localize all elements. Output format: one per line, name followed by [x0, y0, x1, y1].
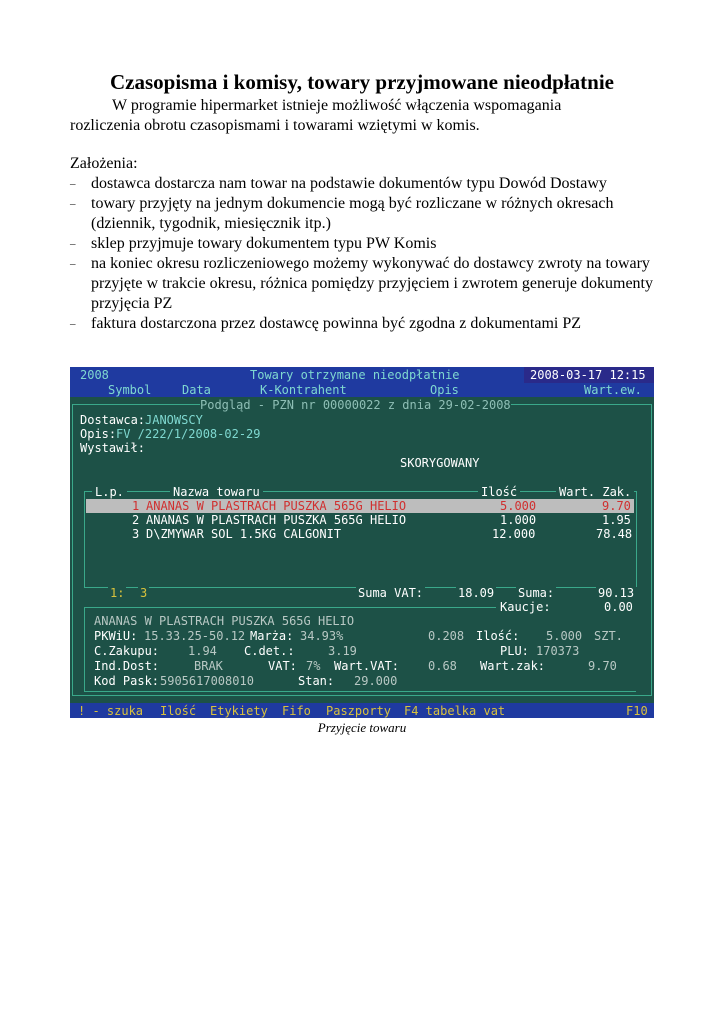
suma-label: Suma:	[518, 586, 555, 600]
opis-label: Opis:	[80, 427, 117, 441]
footer-f10[interactable]: F10	[626, 704, 648, 718]
cdet-value: 3.19	[328, 644, 357, 658]
row3-lp[interactable]: 3	[132, 527, 140, 541]
row2-val[interactable]: 1.95	[602, 513, 631, 527]
intro-line-2: rozliczenia obrotu czasopismami i towarami wziętymi w komis.	[70, 117, 480, 134]
figure-caption: Przyjęcie towaru	[317, 720, 407, 735]
row1-qty[interactable]: 5.000	[500, 499, 537, 513]
kaucje-value: 0.00	[604, 600, 633, 614]
dostawca-label: Dostawca:	[80, 413, 146, 427]
footer-szuka[interactable]: ! - szuka	[78, 704, 144, 718]
assumptions-label: Założenia:	[70, 155, 138, 172]
wystawil-label: Wystawił:	[80, 441, 146, 455]
kodpask-label: Kod Pask:	[94, 674, 160, 688]
row3-val[interactable]: 78.48	[596, 527, 633, 541]
position-indicator: 1:	[110, 586, 125, 600]
unit-value: SZT.	[594, 629, 623, 643]
inddost-label: Ind.Dost:	[94, 659, 160, 673]
table-right-line	[636, 491, 637, 587]
row1-name[interactable]: ANANAS W PLASTRACH PUSZKA 565G HELIO	[146, 499, 407, 513]
menu-symbol[interactable]: Symbol	[108, 383, 152, 397]
kaucje-label: Kaucje:	[500, 600, 551, 614]
col-name: Nazwa towaru	[170, 485, 263, 499]
row1-val[interactable]: 9.70	[602, 499, 631, 513]
ilosc-pre: 0.208	[428, 629, 465, 643]
terminal-window-title: Towary otrzymane nieodpłatnie	[250, 368, 460, 382]
menu-kontrahent[interactable]: K-Kontrahent	[260, 383, 347, 397]
opis-value: FV /222/1/2008-02-29	[116, 427, 261, 441]
marza-value: 34.93%	[300, 629, 344, 643]
pkwiu-label: PKWiU:	[94, 629, 138, 643]
page-title: Czasopisma i komisy, towary przyjmowane nieodpłatnie	[110, 70, 614, 94]
terminal-menu-bar	[70, 383, 654, 397]
col-qty: Ilość	[478, 485, 520, 499]
footer-fifo[interactable]: Fifo	[282, 704, 311, 718]
inddost-value: BRAK	[194, 659, 223, 673]
row2-lp[interactable]: 2	[132, 513, 140, 527]
detail-bottom-line	[84, 691, 636, 692]
preview-title: Podgląd - PZN nr 00000022 z dnia 29-02-2008	[200, 398, 511, 412]
col-lp: L.p.	[92, 485, 127, 499]
terminal-screenshot	[70, 367, 654, 718]
wartvat-label: Wart.VAT:	[334, 659, 400, 673]
kodpask-value: 5905617008010	[160, 674, 254, 688]
list-item: – sklep przyjmuje towary dokumentem typu PW Komis	[70, 235, 437, 252]
frame-right-line	[651, 404, 652, 696]
terminal-datetime: 2008-03-17 12:15	[530, 368, 646, 382]
row1-lp[interactable]: 1	[132, 499, 140, 513]
list-item: – dostawca dostarcza nam towar na podstawie dokumentów typu Dowód Dostawy	[70, 175, 607, 192]
table-top-line	[84, 491, 636, 492]
detail-name: ANANAS W PLASTRACH PUSZKA 565G HELIO	[94, 614, 355, 628]
czakupu-value: 1.94	[188, 644, 217, 658]
frame-left-line	[72, 404, 73, 696]
row3-name[interactable]: D\ZMYWAR SOL 1.5KG CALGONIT	[146, 527, 342, 541]
terminal-year: 2008	[80, 368, 109, 382]
stan-label: Stan:	[298, 674, 335, 688]
list-item: – faktura dostarczona przez dostawcę powinna być zgodna z dokumentami PZ	[70, 315, 582, 332]
suma-value: 90.13	[598, 586, 635, 600]
frame-bottom-line	[72, 695, 652, 696]
dostawca-value: JANOWSCY	[145, 413, 203, 427]
list-item: – towary przyjęty na jednym dokumencie mogą być rozliczane w różnych okresach (dziennik, tygodnik, miesięcznik itp.)	[70, 195, 614, 232]
plu-value: 170373	[536, 644, 580, 658]
status-text: SKORYGOWANY	[400, 456, 480, 470]
cdet-label: C.det.:	[244, 644, 295, 658]
footer-etykiety[interactable]: Etykiety	[210, 704, 268, 718]
footer-paszporty[interactable]: Paszporty	[326, 704, 392, 718]
footer-f4[interactable]: F4 tabelka vat	[404, 704, 506, 718]
pkwiu-value: 15.33.25-50.12	[144, 629, 246, 643]
row2-name[interactable]: ANANAS W PLASTRACH PUSZKA 565G HELIO	[146, 513, 407, 527]
ilosc-value: 5.000	[546, 629, 583, 643]
vat-label: VAT:	[268, 659, 297, 673]
menu-data[interactable]: Data	[182, 383, 211, 397]
intro-paragraph	[70, 96, 670, 136]
menu-wart[interactable]: Wart.ew.	[584, 383, 642, 397]
wartzak-value: 9.70	[588, 659, 617, 673]
ilosc-label: Ilość:	[476, 629, 520, 643]
col-val: Wart. Zak.	[556, 485, 634, 499]
row2-qty[interactable]: 1.000	[500, 513, 537, 527]
row-count: 3	[140, 586, 148, 600]
list-item: – na koniec okresu rozliczeniowego możemy wykonywać do dostawcy zwroty na towary przyjęte w trakcie okresu, różnica pomiędzy przyjęciem i zwrotem generuje dokumenty przyjęcia PZ	[70, 255, 653, 312]
wartvat-value: 0.68	[428, 659, 457, 673]
detail-left-line	[84, 607, 85, 691]
marza-label: Marża:	[250, 629, 294, 643]
detail-top-line	[84, 607, 496, 608]
table-left-line	[84, 491, 85, 587]
assumptions-list	[70, 174, 670, 334]
wartzak-label: Wart.zak:	[480, 659, 546, 673]
menu-opis[interactable]: Opis	[430, 383, 459, 397]
intro-line-1: W programie hipermarket istnieje możliwość włączenia wspomagania	[112, 97, 562, 114]
suma-vat-label: Suma VAT:	[358, 586, 424, 600]
czakupu-label: C.Zakupu:	[94, 644, 160, 658]
stan-value: 29.000	[354, 674, 398, 688]
row3-qty[interactable]: 12.000	[492, 527, 536, 541]
vat-value: 7%	[306, 659, 321, 673]
suma-vat-value: 18.09	[458, 586, 495, 600]
plu-label: PLU:	[500, 644, 529, 658]
footer-ilosc[interactable]: Ilość	[160, 704, 197, 718]
